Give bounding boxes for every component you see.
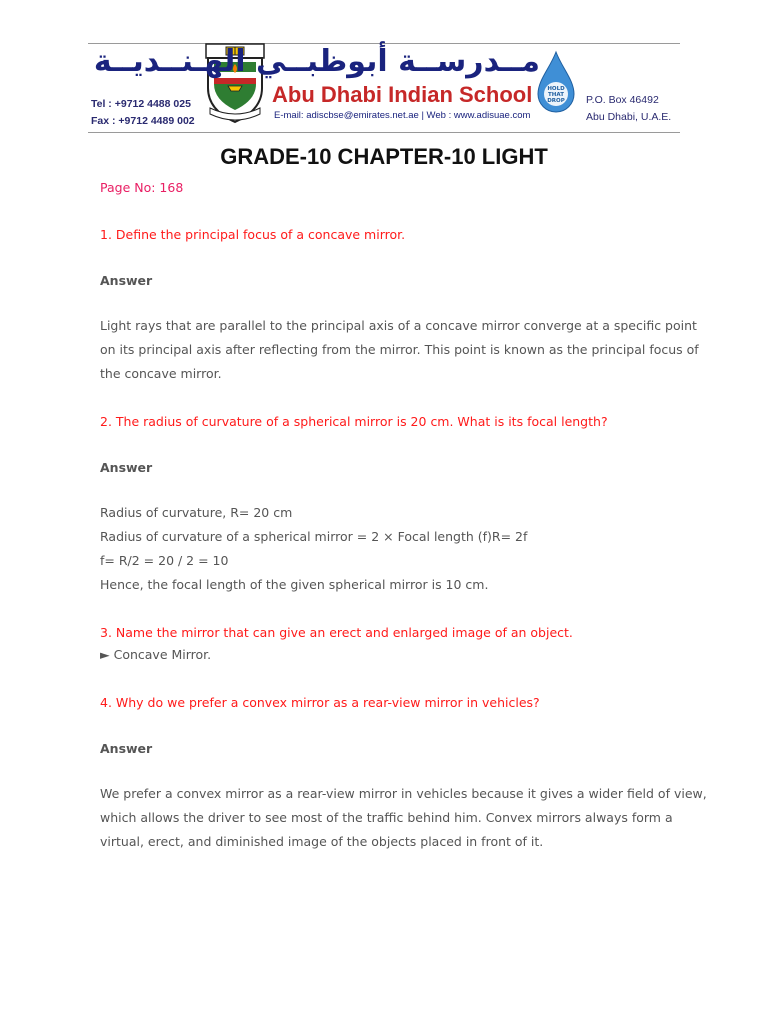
- letterhead: [0, 0, 768, 140]
- answer-3-text: ► Concave Mirror.: [100, 647, 212, 662]
- fax-number: Fax : +9712 4489 002: [91, 115, 195, 127]
- answer-1-label: Answer: [100, 273, 153, 288]
- po-box: P.O. Box 46492: [586, 94, 659, 106]
- svg-text:HOLD: HOLD: [547, 86, 565, 92]
- email-web-line: E-mail: adiscbse@emirates.net.ae | Web : www.adisuae.com: [274, 110, 531, 121]
- city: Abu Dhabi, U.A.E.: [586, 111, 672, 123]
- question-3: 3. Name the mirror that can give an erect and enlarged image of an object.: [100, 625, 573, 640]
- page-title: GRADE-10 CHAPTER-10 LIGHT: [220, 144, 548, 169]
- answer-2-line-2: Radius of curvature of a spherical mirror = 2 × Focal length (f)R= 2f: [100, 529, 528, 544]
- answer-2-line-4: Hence, the focal length of the given spherical mirror is 10 cm.: [100, 577, 489, 592]
- contact-left: [91, 96, 195, 130]
- answer-4-text: We prefer a convex mirror as a rear-view mirror in vehicles because it gives a wider field of view, which allows the driver to see most of the traffic behind him. Convex mirrors always form a virtual, erect, and diminished image of the objects placed in front of it.: [100, 786, 707, 849]
- question-4: 4. Why do we prefer a convex mirror as a rear-view mirror in vehicles?: [100, 695, 540, 710]
- svg-text:THAT: THAT: [548, 92, 564, 98]
- answer-4-label: Answer: [100, 741, 153, 756]
- answer-2-line-1: Radius of curvature, R= 20 cm: [100, 505, 293, 520]
- question-1: 1. Define the principal focus of a concave mirror.: [100, 227, 406, 242]
- answer-2-label: Answer: [100, 460, 153, 475]
- school-name: Abu Dhabi Indian School: [272, 82, 533, 107]
- phone-number: Tel : +9712 4488 025: [91, 98, 191, 110]
- school-name-arabic: مــدرســة أبوظبــي الهـنــديــة: [93, 44, 540, 79]
- water-drop-icon: [536, 50, 576, 116]
- answer-1-text: Light rays that are parallel to the principal axis of a concave mirror converge at a specific point on its principal axis after reflecting from the mirror. This point is known as the principal focus of the concave mirror.: [100, 318, 699, 381]
- page-number: Page No: 168: [100, 180, 184, 195]
- answer-2-line-3: f= R/2 = 20 / 2 = 10: [100, 553, 229, 568]
- contact-right: [586, 92, 671, 126]
- question-2: 2. The radius of curvature of a spherical mirror is 20 cm. What is its focal length?: [100, 414, 608, 429]
- document-body: [100, 180, 710, 854]
- svg-text:DROP: DROP: [547, 98, 565, 104]
